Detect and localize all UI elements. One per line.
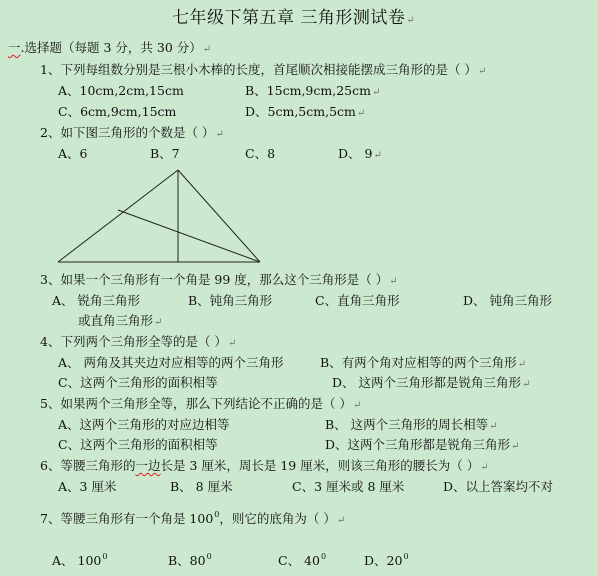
question-6-option-a: A、3 厘米 bbox=[58, 479, 117, 494]
question-7-stem: 7、等腰三角形有一个角是 $100^0$，则它的底角为（ ）↵ bbox=[40, 510, 346, 526]
question-3-option-c: C、直角三角形 bbox=[315, 293, 400, 308]
question-3-option-a: A、 锐角三角形 bbox=[52, 293, 141, 308]
question-1-stem: 1、下列每组数分别是三根小木棒的长度，首尾顺次相接能摆成三角形的是（ ）↵ bbox=[40, 62, 487, 77]
question-1-option-a: A、10cm,2cm,15cm bbox=[58, 83, 184, 98]
question-4-option-d: D、 这两个三角形都是锐角三角形↵ bbox=[332, 375, 531, 390]
question-4-option-a: A、 两角及其夹边对应相等的两个三角形 bbox=[58, 355, 284, 370]
triangle-right-side bbox=[178, 170, 260, 262]
question-3-option-b: B、钝角三角形 bbox=[188, 293, 273, 308]
question-2-stem: 2、如下图三角形的个数是（ ）↵ bbox=[40, 125, 224, 140]
question-2-option-c: C、8 bbox=[245, 146, 276, 161]
question-5-option-a: A、这两个三角形的对应边相等 bbox=[58, 417, 230, 432]
question-3-option-d: D、 钝角三角形 bbox=[463, 293, 552, 308]
page-title: 七年级下第五章 三角形测试卷↵ bbox=[172, 8, 416, 28]
question-4-option-c: C、这两个三角形的面积相等 bbox=[58, 375, 218, 390]
section-heading: 一.选择题（每题 3 分，共 30 分）↵ bbox=[8, 40, 212, 55]
question-5-option-c: C、这两个三角形的面积相等 bbox=[58, 437, 218, 452]
question-2-option-a: A、6 bbox=[58, 146, 88, 161]
question-2-option-d: D、 9↵ bbox=[338, 146, 382, 161]
question-6-option-b: B、 8 厘米 bbox=[170, 479, 233, 494]
question-6-stem: 6、等腰三角形的一边长是 3 厘米，周长是 19 厘米，则该三角形的腰长为（ ）↵ bbox=[40, 458, 489, 473]
question-5-option-d: D、这两个三角形都是锐角三角形↵ bbox=[325, 437, 520, 452]
question-7-option-d: D、$20^0$ bbox=[364, 552, 409, 568]
question-6-option-d: D、以上答案均不对 bbox=[443, 479, 554, 494]
question-4-stem: 4、下列两个三角形全等的是（ ）↵ bbox=[40, 334, 237, 349]
question-5-stem: 5、如果两个三角形全等，那么下列结论不正确的是（ ）↵ bbox=[40, 396, 362, 411]
question-4-option-b: B、有两个角对应相等的两个三角形↵ bbox=[320, 355, 527, 370]
question-7-option-c: C、 $40^0$ bbox=[278, 552, 327, 568]
question-1-option-b: B、15cm,9cm,25cm↵ bbox=[245, 83, 381, 98]
question-5-option-b: B、 这两个三角形的周长相等↵ bbox=[325, 417, 498, 432]
question-2-option-b: B、7 bbox=[150, 146, 180, 161]
question-1-option-c: C、6cm,9cm,15cm bbox=[58, 104, 177, 119]
question-6-option-c: C、3 厘米或 8 厘米 bbox=[292, 479, 405, 494]
question-3-stem: 3、如果一个三角形有一个角是 99 度，那么这个三角形是（ ）↵ bbox=[40, 272, 398, 287]
question-1-option-d: D、5cm,5cm,5cm↵ bbox=[245, 104, 366, 119]
question-7-option-a: A、 $100^0$ bbox=[52, 552, 108, 568]
triangle-cevian bbox=[118, 210, 260, 262]
question-7-option-b: B、$80^0$ bbox=[168, 552, 212, 568]
triangle-left-side bbox=[58, 170, 178, 262]
question-3-option-d-cont: 或直角三角形↵ bbox=[78, 313, 163, 328]
